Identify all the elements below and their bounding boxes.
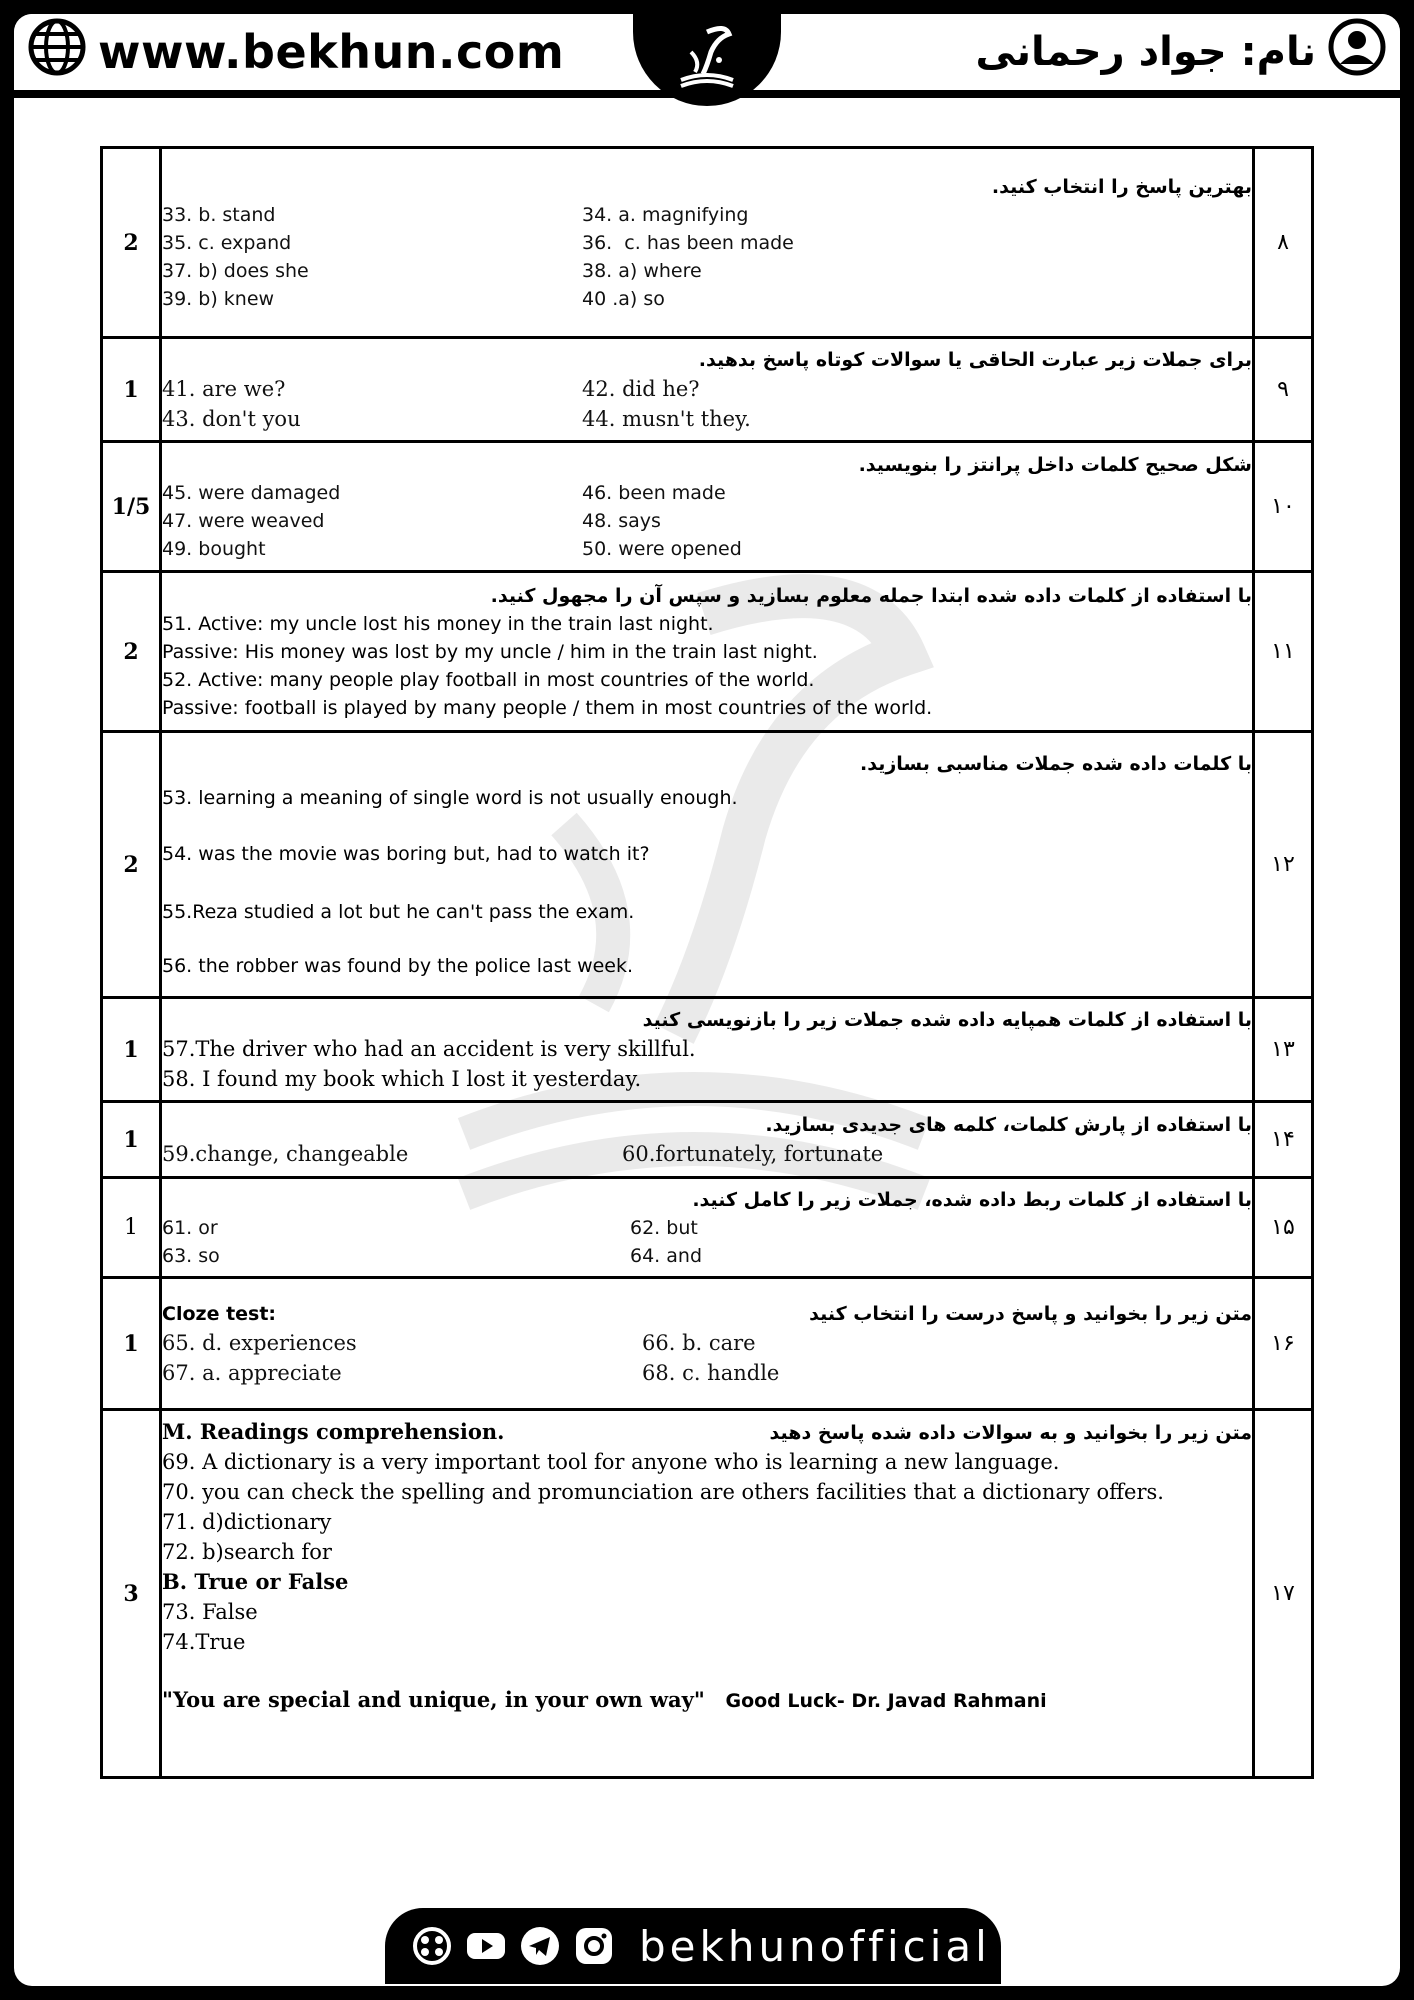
question-number: ۱۰ xyxy=(1254,442,1313,572)
answer: 38. a) where xyxy=(582,259,702,282)
answer: 47. were weaved xyxy=(162,509,325,532)
table-row xyxy=(102,442,1313,572)
score-cell: 2 xyxy=(102,732,161,998)
answer: 42. did he? xyxy=(582,376,700,401)
answer-cell xyxy=(161,1102,1254,1178)
instruction: با استفاده از پارش کلمات، کلمه های جدیدی بسازید. xyxy=(765,1113,1252,1136)
section-header xyxy=(162,1417,1252,1447)
answer-line: 71. d)dictionary xyxy=(162,1510,332,1534)
answer: 64. and xyxy=(630,1244,703,1267)
answer-grid xyxy=(162,1139,1252,1169)
score-cell: 2 xyxy=(102,148,161,338)
answer: 40 .a) so xyxy=(582,287,665,310)
instruction: با استفاده از کلمات همپایه داده شده جملات زیر را بازنویسی کنید xyxy=(642,1008,1252,1031)
answer: 44. musn't they. xyxy=(582,406,751,431)
table-row xyxy=(102,998,1313,1102)
website-link[interactable] xyxy=(28,22,564,82)
answer: 35. c. expand xyxy=(162,231,292,254)
answer-grid xyxy=(162,1328,1252,1388)
answer-line: Passive: football is played by many people / them in most countries of the world. xyxy=(162,696,933,719)
answer-line: 69. A dictionary is a very important tool for anyone who is learning a new language. xyxy=(162,1450,1060,1474)
instruction: با کلمات داده شده جملات مناسبی بسازید. xyxy=(860,752,1252,775)
instruction: با استفاده از کلمات ربط داده شده، جملات زیر را کامل کنید. xyxy=(692,1188,1252,1211)
answer: 63. so xyxy=(162,1244,220,1267)
table-row xyxy=(102,1102,1313,1178)
answer-cell xyxy=(161,442,1254,572)
answer: 60.fortunately, fortunate xyxy=(622,1141,884,1166)
closing-line xyxy=(162,1685,1252,1716)
score-cell: 1 xyxy=(102,998,161,1102)
answer: 33. b. stand xyxy=(162,203,276,226)
answer-cell xyxy=(161,1410,1254,1778)
answer: 49. bought xyxy=(162,537,266,560)
score-cell: 1 xyxy=(102,338,161,442)
answer-line: 58. I found my book which I lost it yesterday. xyxy=(162,1066,642,1091)
table-row xyxy=(102,1410,1313,1778)
student-name xyxy=(975,22,1386,82)
instruction: بهترین پاسخ را انتخاب کنید. xyxy=(991,175,1252,198)
answer-line: 52. Active: many people play football in most countries of the world. xyxy=(162,668,815,691)
score-cell: 3 xyxy=(102,1410,161,1778)
quote: "You are special and unique, in your own way" xyxy=(162,1687,705,1712)
answer-line: 73. False xyxy=(162,1600,258,1624)
section-title: Cloze test: xyxy=(162,1302,277,1325)
answer-cell xyxy=(161,1178,1254,1278)
table-row xyxy=(102,732,1313,998)
section-header xyxy=(162,1300,1252,1328)
question-number: ۱۴ xyxy=(1254,1102,1313,1178)
instruction: با استفاده از کلمات داده شده ابتدا جمله معلوم بسازید و سپس آن را مجهول کنید. xyxy=(490,584,1252,607)
answer-grid xyxy=(162,374,1252,434)
question-number: ۱۱ xyxy=(1254,572,1313,732)
question-number: ۱۵ xyxy=(1254,1178,1313,1278)
aparat-icon[interactable] xyxy=(411,1925,453,1967)
answer-line: 53. learning a meaning of single word is not usually enough. xyxy=(162,786,738,809)
answer: 59.change, changeable xyxy=(162,1141,409,1166)
answer: 50. were opened xyxy=(582,537,742,560)
score-cell: 1 xyxy=(102,1278,161,1410)
answer-grid xyxy=(162,479,1252,563)
answer: 34. a. magnifying xyxy=(582,203,749,226)
table-row xyxy=(102,572,1313,732)
answer: 37. b) does she xyxy=(162,259,309,282)
answer-line: 51. Active: my uncle lost his money in the train last night. xyxy=(162,612,714,635)
instruction: شکل صحیح کلمات داخل پرانتز را بنویسید. xyxy=(858,453,1252,476)
question-number: ۱۷ xyxy=(1254,1410,1313,1778)
question-number: ۱۶ xyxy=(1254,1278,1313,1410)
section-title: M. Readings comprehension. xyxy=(162,1419,505,1444)
answer-line: 57.The driver who had an accident is very skillful. xyxy=(162,1036,696,1061)
answer-cell xyxy=(161,148,1254,338)
answer-grid xyxy=(162,201,1252,313)
table-row xyxy=(102,338,1313,442)
website-text: www.bekhun.com xyxy=(98,25,565,79)
answer: 36. c. has been made xyxy=(582,231,794,254)
answer-key-table xyxy=(100,146,1314,1779)
telegram-icon[interactable] xyxy=(519,1925,561,1967)
user-icon xyxy=(1328,18,1386,86)
answer-line: Passive: His money was lost by my uncle / him in the train last night. xyxy=(162,640,818,663)
answer: 46. been made xyxy=(582,481,726,504)
answer: 65. d. experiences xyxy=(162,1330,357,1355)
answer: 41. are we? xyxy=(162,376,286,401)
question-number: ۱۲ xyxy=(1254,732,1313,998)
question-number: ۸ xyxy=(1254,148,1313,338)
instruction: برای جملات زیر عبارت الحاقی یا سوالات کوتاه پاسخ بدهید. xyxy=(698,348,1252,371)
score-cell: 2 xyxy=(102,572,161,732)
page-frame xyxy=(14,14,1400,1986)
answer-cell xyxy=(161,998,1254,1102)
answer-line: 72. b)search for xyxy=(162,1540,332,1564)
answer: 48. says xyxy=(582,509,661,532)
social-handle[interactable]: bekhunofficial xyxy=(639,1921,991,1971)
answer: 43. don't you xyxy=(162,406,301,431)
answer-cell xyxy=(161,732,1254,998)
answer: 62. but xyxy=(630,1216,698,1239)
answer: 68. c. handle xyxy=(642,1360,780,1385)
answer-line: 74.True xyxy=(162,1630,246,1654)
answer-grid xyxy=(162,1214,1252,1270)
answer-line: 55.Reza studied a lot but he can't pass the exam. xyxy=(162,900,635,923)
answer-line: 56. the robber was found by the police last week. xyxy=(162,954,634,977)
social-bar xyxy=(385,1908,1001,1984)
table-row xyxy=(102,1278,1313,1410)
table-row xyxy=(102,1178,1313,1278)
bekhun-logo-icon xyxy=(667,22,747,98)
answer-cell xyxy=(161,572,1254,732)
globe-icon xyxy=(28,18,86,87)
answer: 66. b. care xyxy=(642,1330,756,1355)
answer: 61. or xyxy=(162,1216,218,1239)
instruction: متن زیر را بخوانید و به سوالات داده شده پاسخ دهید xyxy=(769,1422,1252,1444)
answer-line: 70. you can check the spelling and promunciation are others facilities that a dictionary offers. xyxy=(162,1480,1164,1504)
instagram-icon[interactable] xyxy=(573,1925,615,1967)
section-subtitle: B. True or False xyxy=(162,1569,349,1594)
youtube-icon[interactable] xyxy=(465,1925,507,1967)
score-cell: 1/5 xyxy=(102,442,161,572)
question-number: ۱۳ xyxy=(1254,998,1313,1102)
answer-cell xyxy=(161,1278,1254,1410)
instruction: متن زیر را بخوانید و پاسخ درست را انتخاب کنید xyxy=(809,1302,1252,1325)
score-cell: 1 xyxy=(102,1178,161,1278)
answer-line: 54. was the movie was boring but, had to watch it? xyxy=(162,842,650,865)
score-cell: 1 xyxy=(102,1102,161,1178)
question-number: ۹ xyxy=(1254,338,1313,442)
name-label: نام: جواد رحمانی xyxy=(975,29,1316,75)
answer-cell xyxy=(161,338,1254,442)
answer: 67. a. appreciate xyxy=(162,1360,342,1385)
table-row xyxy=(102,148,1313,338)
answer: 45. were damaged xyxy=(162,481,341,504)
signature: Good Luck- Dr. Javad Rahmani xyxy=(725,1690,1047,1712)
answer: 39. b) knew xyxy=(162,287,275,310)
